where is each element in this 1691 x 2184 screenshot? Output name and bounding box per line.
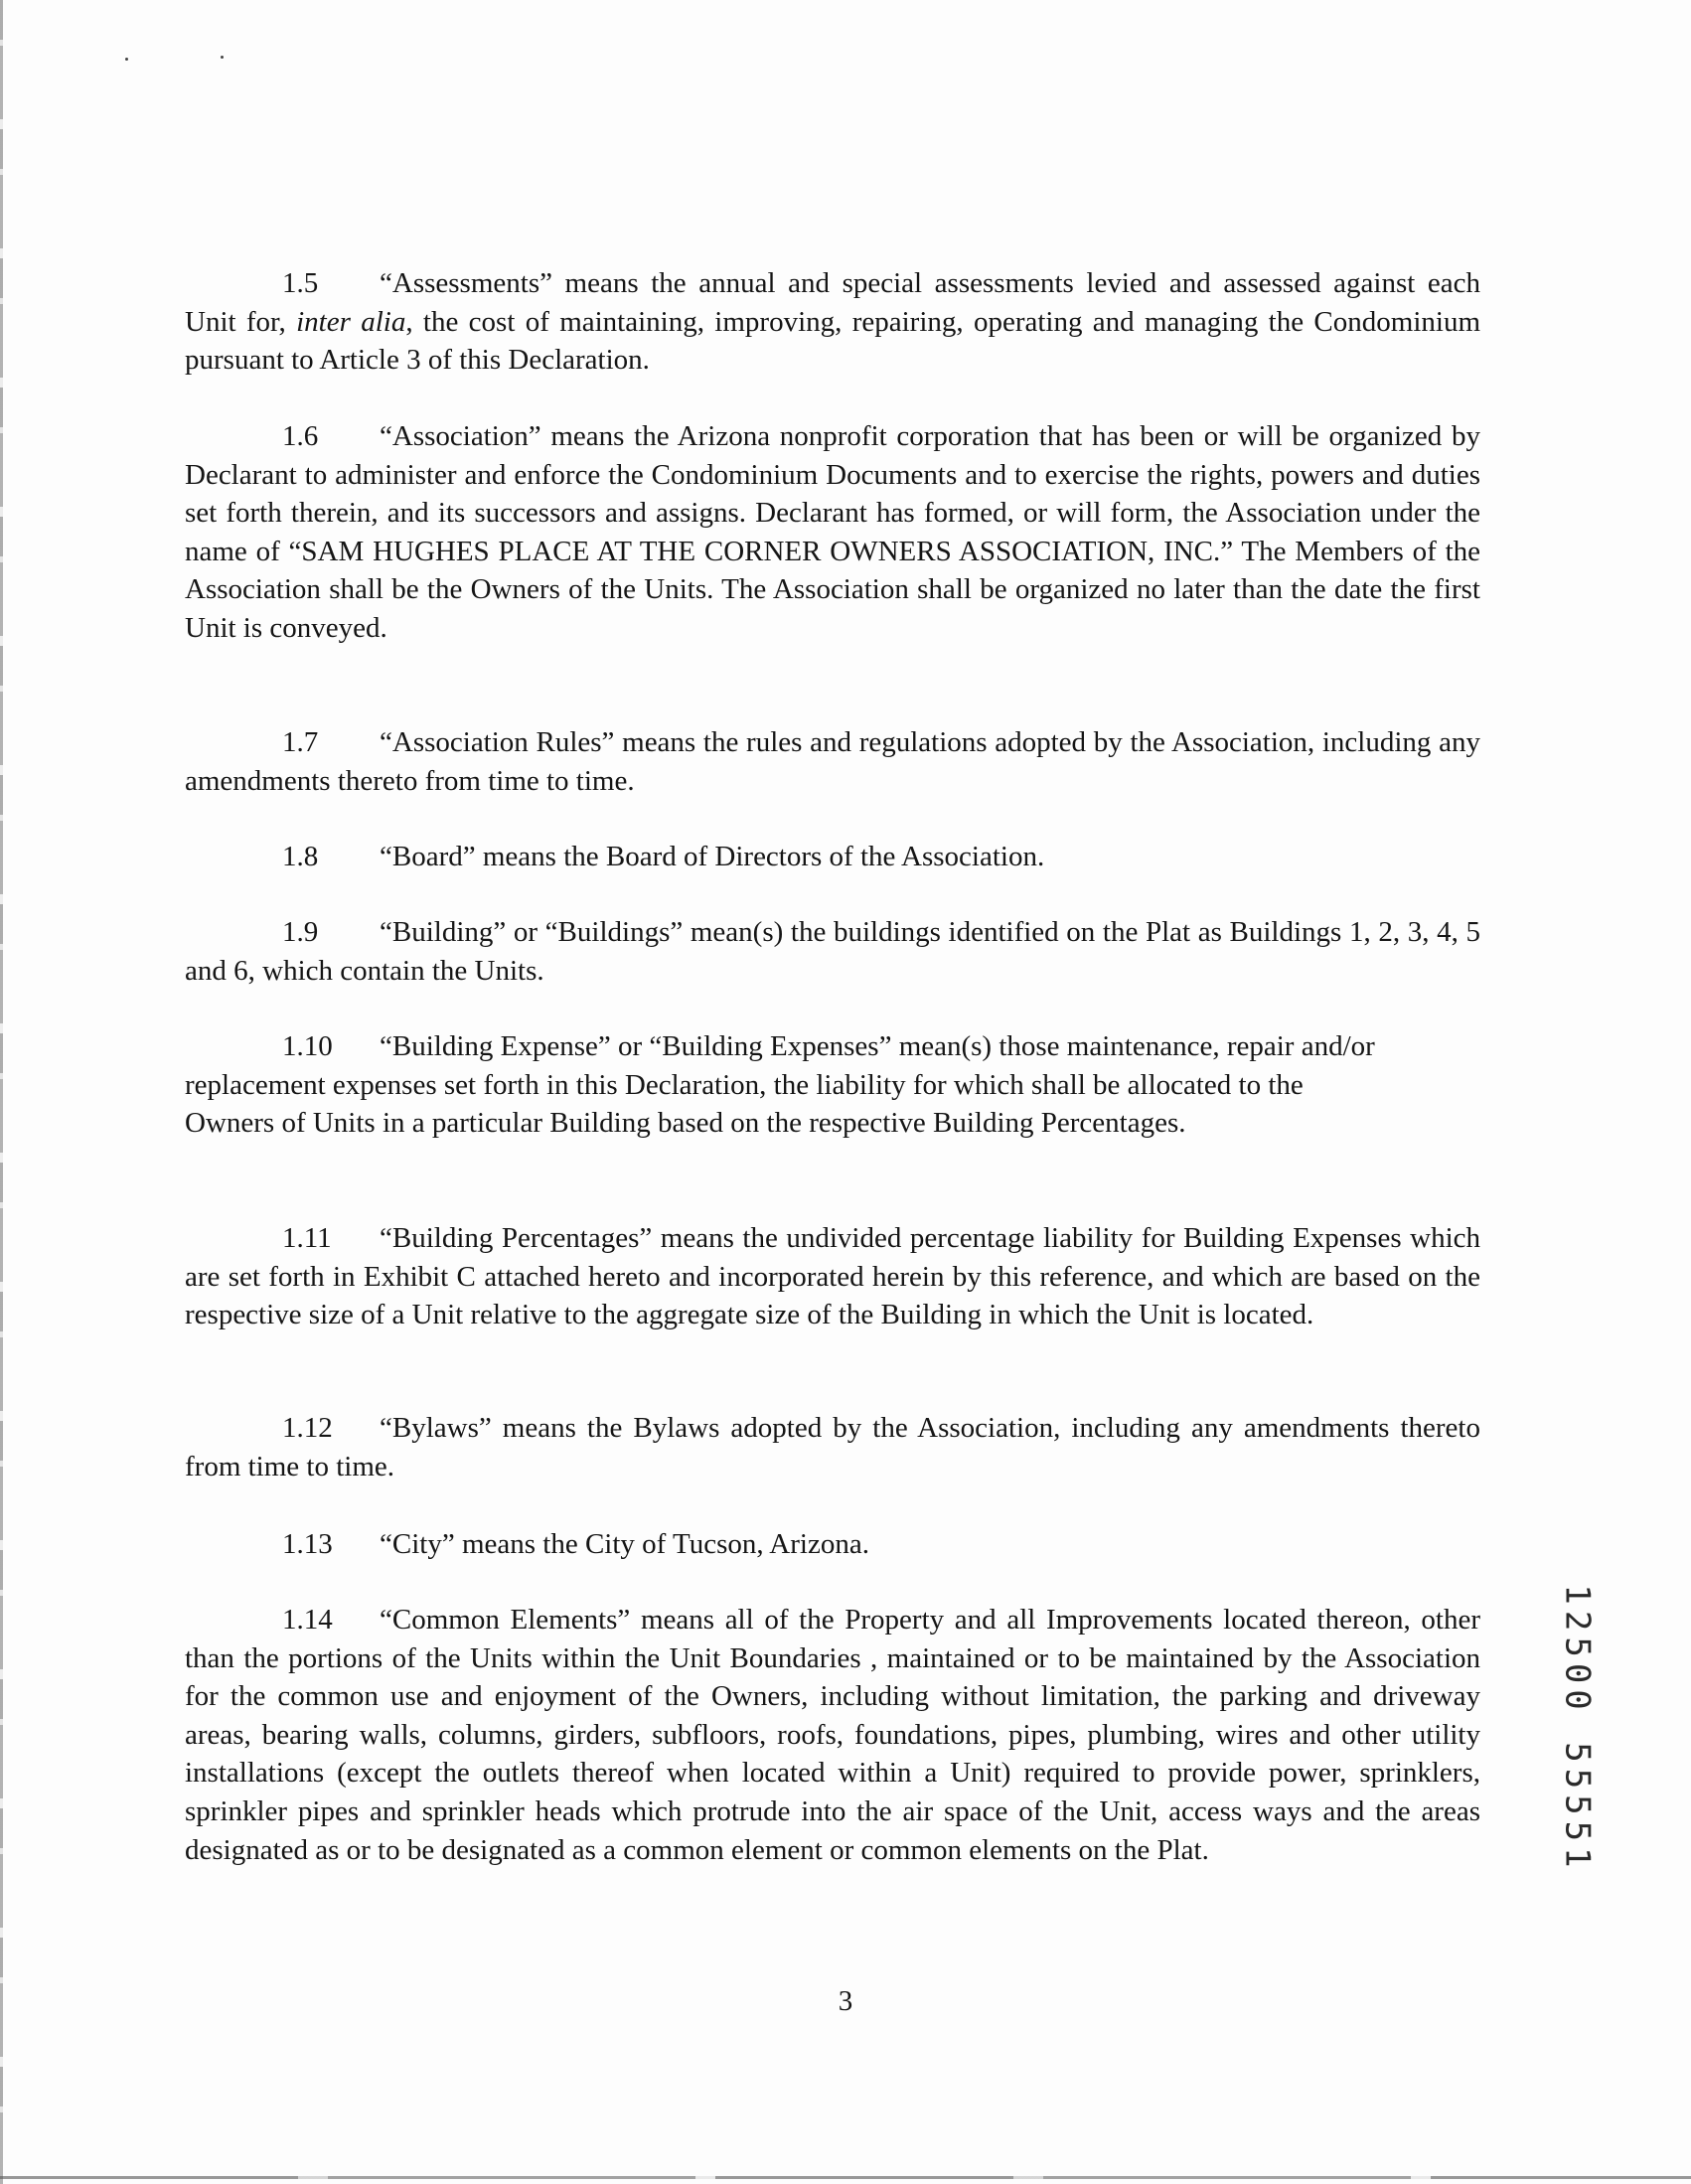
scan-speck xyxy=(221,56,224,59)
section-text: “Common Elements” means all of the Property and all Improvements located thereon, other than the portions of the Units within the Unit Boundaries , maintained or to be maintained by the Association for the common use and enjoyment of the Owners, including without limitation, the parking and driveway areas, bearing walls, columns, girders, subfloors, roofs, foundations, pipes, plumbing, wires and other utility installations (except the outlets thereof when located within a Unit) required to provide power, sprinklers, sprinkler pipes and sprinkler heads which protrude into the air space of the Unit, access ways and the areas designated as or to be designated as a common element or common elements on the Plat. xyxy=(185,1604,1480,1866)
recording-number-text: 12500 55551 xyxy=(1558,1584,1599,1874)
definition-1-13 xyxy=(185,1525,1480,1564)
section-text-continued: , the cost of maintaining, improving, repairing, operating and managing the Condominium pursuant to Article 3 of this Declaration. xyxy=(185,305,1481,377)
section-number: 1.5 xyxy=(282,267,319,299)
scan-edge-left xyxy=(0,0,3,2184)
section-number: 1.8 xyxy=(282,841,319,872)
definition-1-12 xyxy=(185,1409,1480,1485)
section-number: 1.6 xyxy=(282,420,319,452)
definition-1-7 xyxy=(185,723,1480,800)
section-number: 1.7 xyxy=(282,726,319,758)
section-number: 1.13 xyxy=(282,1528,333,1560)
section-text: “Building” or “Buildings” mean(s) the buildings identified on the Plat as Buildings 1, 2, 3, 4, 5 and 6, which contain the Units. xyxy=(185,916,1480,987)
definition-1-9 xyxy=(185,913,1480,990)
definition-1-11 xyxy=(185,1219,1480,1334)
section-text: “Board” means the Board of Directors of the Association. xyxy=(380,841,1045,872)
section-number: 1.14 xyxy=(282,1604,333,1636)
section-number: 1.10 xyxy=(282,1030,333,1062)
page-number: 3 xyxy=(838,1985,853,2017)
section-italic-text: inter alia xyxy=(296,305,406,338)
section-text: “City” means the City of Tucson, Arizona. xyxy=(380,1528,869,1560)
definition-1-10 xyxy=(185,1027,1480,1143)
scan-speck xyxy=(125,58,128,61)
section-text: “Association Rules” means the rules and regulations adopted by the Association, including any amendments thereto from time to time. xyxy=(185,726,1480,797)
section-text: “Bylaws” means the Bylaws adopted by the Association, including any amendments thereto from time to time. xyxy=(185,1412,1480,1482)
section-number: 1.9 xyxy=(282,916,319,948)
section-continuation-line: Owners of Units in a particular Building based on the respective Building Percentages. xyxy=(185,1107,1186,1140)
definition-1-8 xyxy=(185,838,1480,876)
section-number: 1.12 xyxy=(282,1412,333,1444)
section-text: “Association” means the Arizona nonprofit corporation that has been or will be organized by Declarant to administer and enforce the Condominium Documents and to exercise the rights, powers and duties set forth therein, and its successors and assigns. Declarant has formed, or will form, the Association under the name of “SAM HUGHES PLACE AT THE CORNER OWNERS ASSOCIATION, INC.” The Members of the Association shall be the Owners of the Units. The Association shall be organized no later than the date the first Unit is conveyed. xyxy=(185,420,1480,644)
section-text: “Assessments” means the annual and special assessments levied and assessed against each Unit for, xyxy=(185,267,1480,338)
section-text: “Building Percentages” means the undivided percentage liability for Building Expenses which are set forth in Exhibit C attached hereto and incorporated herein by this reference, and which are based on the respective size of a Unit relative to the aggregate size of the Building in which the Unit is located. xyxy=(185,1222,1480,1331)
definition-1-5 xyxy=(185,264,1480,380)
section-number: 1.11 xyxy=(282,1222,332,1254)
recording-stamp xyxy=(1550,1580,1606,1878)
definition-1-14 xyxy=(185,1601,1480,1869)
section-text: “Building Expense” or “Building Expenses” mean(s) those maintenance, repair and/or replacement expenses set forth in this Declaration, the liability for which shall be allocated to the xyxy=(185,1030,1375,1101)
definition-1-6 xyxy=(185,417,1480,648)
scan-edge-bottom xyxy=(0,2176,1691,2179)
